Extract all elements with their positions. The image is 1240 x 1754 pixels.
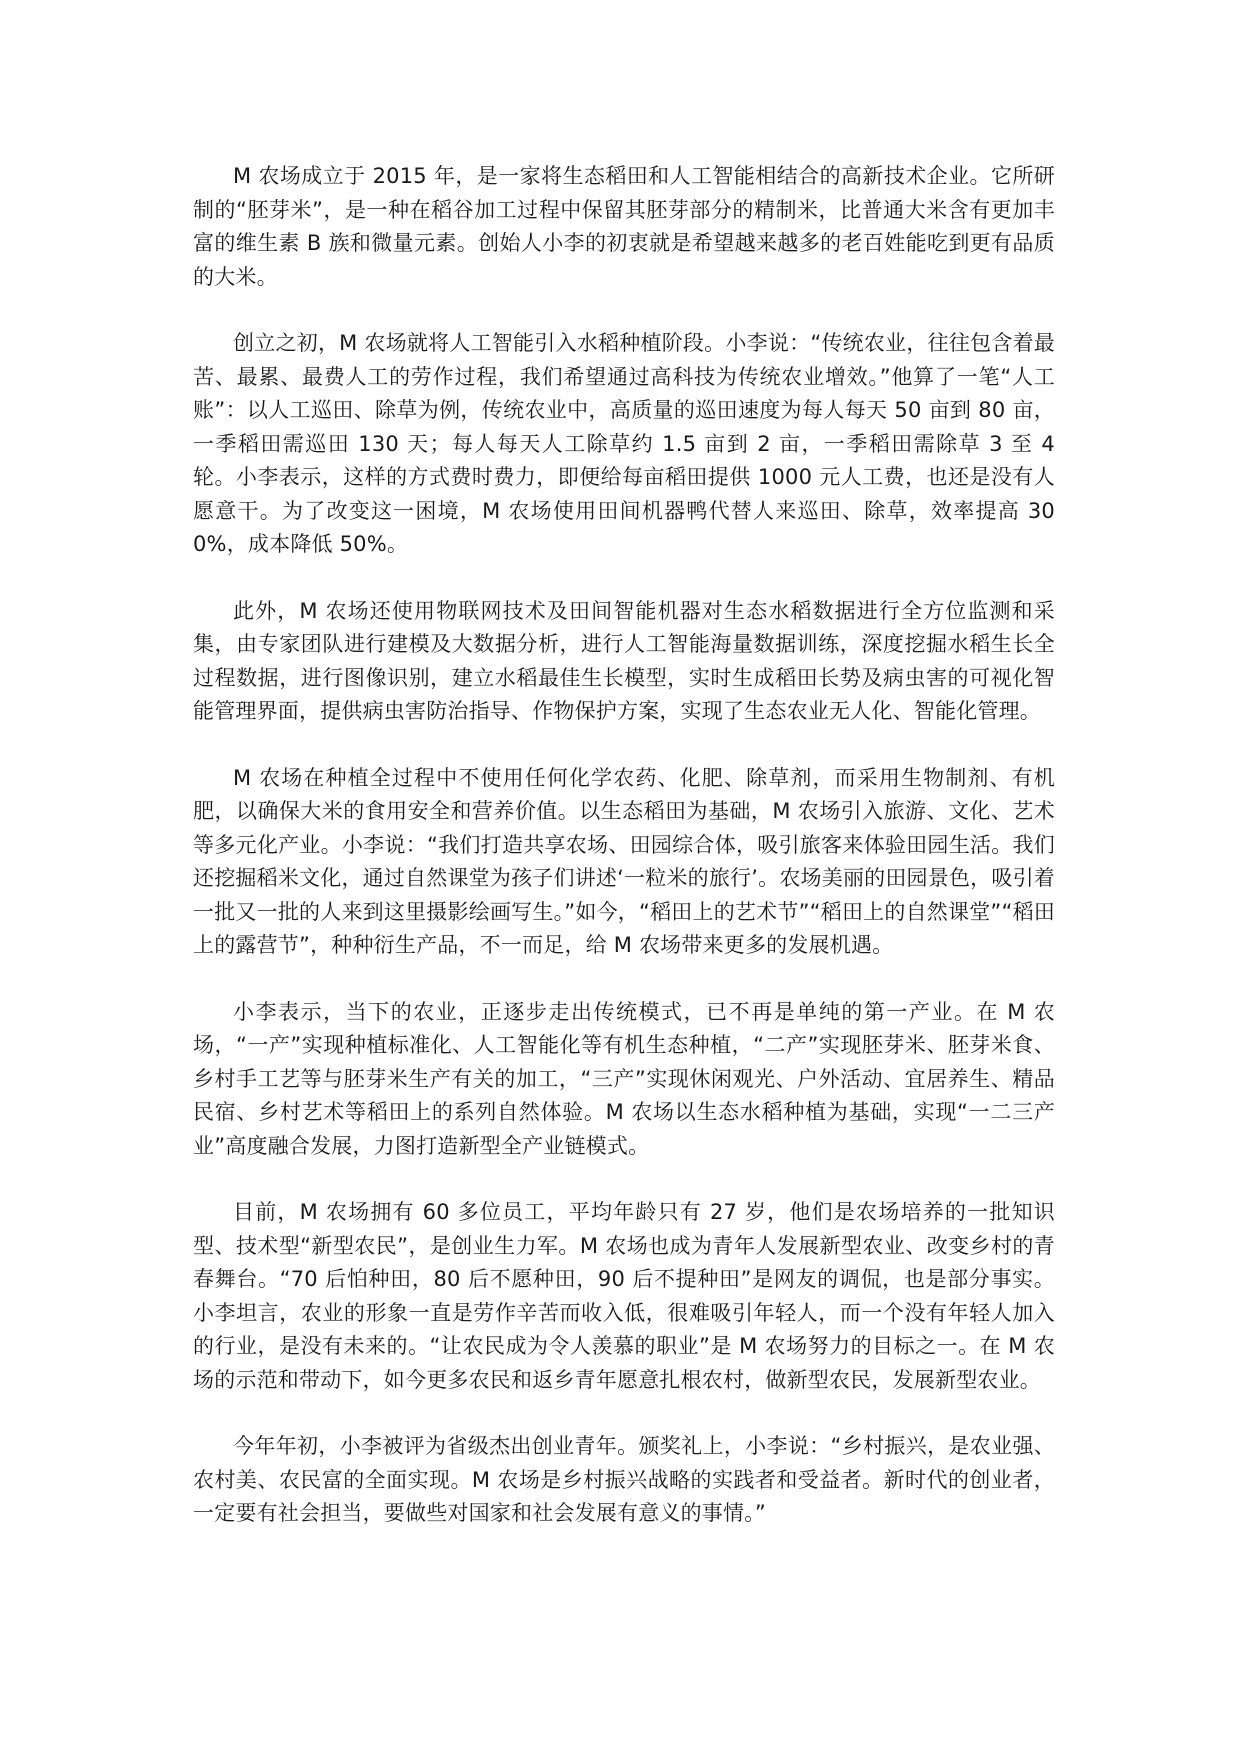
paragraph-7: 今年年初，小李被评为省级杰出创业青年。颁奖礼上，小李说：“乡村振兴，是农业强、农村美、农民富的全面实现。M 农场是乡村振兴战略的实践者和受益者。新时代的创业者，一定要有社会担当，要做些对国家和社会发展有意义的事情。” — [193, 1434, 1055, 1525]
paragraph-6: 目前，M 农场拥有 60 多位员工，平均年龄只有 27 岁，他们是农场培养的一批知识型、技术型“新型农民”，是创业生力军。M 农场也成为青年人发展新型农业、改变乡村的青春舞台。“70 后怕种田，80 后不愿种田，90 后不提种田”是网友的调侃，也是部分事实。小李坦言，农业的形象一直是劳作辛苦而收入低，很难吸引年轻人，而一个没有年轻人加入的行业，是没有未来的。“让农民成为令人羡慕的职业”是 M 农场努力的目标之一。在 M 农场的示范和带动下，如今更多农民和返乡青年愿意扎根农村，做新型农民，发展新型农业。 — [193, 1200, 1055, 1392]
paragraph-1: M 农场成立于 2015 年，是一家将生态稻田和人工智能相结合的高新技术企业。它所研制的“胚芽米”，是一种在稻谷加工过程中保留其胚芽部分的精制米，比普通大米含有更加丰富的维生素 B 族和微量元素。创始人小李的初衷就是希望越来越多的老百姓能吃到更有品质的大米。 — [193, 164, 1055, 289]
article-body — [193, 160, 1055, 1564]
paragraph-5: 小李表示，当下的农业，正逐步走出传统模式，已不再是单纯的第一产业。在 M 农场，“一产”实现种植标准化、人工智能化等有机生态种植，“二产”实现胚芽米、胚芽米食、乡村手工艺等与胚芽米生产有关的加工，“三产”实现休闲观光、户外活动、宜居养生、精品民宿、乡村艺术等稻田上的系列自然体验。M 农场以生态水稻种植为基础，实现“一二三产业”高度融合发展，力图打造新型全产业链模式。 — [193, 999, 1055, 1158]
paragraph-3: 此外，M 农场还使用物联网技术及田间智能机器对生态水稻数据进行全方位监测和采集，由专家团队进行建模及大数据分析，进行人工智能海量数据训练，深度挖掘水稻生长全过程数据，进行图像识别，建立水稻最佳生长模型，实时生成稻田长势及病虫害的可视化智能管理界面，提供病虫害防治指导、作物保护方案，实现了生态农业无人化、智能化管理。 — [193, 598, 1055, 723]
paragraph-2: 创立之初，M 农场就将人工智能引入水稻种植阶段。小李说：“传统农业，往往包含着最苦、最累、最费人工的劳作过程，我们希望通过高科技为传统农业增效。”他算了一笔“人工账”：以人工巡田、除草为例，传统农业中，高质量的巡田速度为每人每天 50 亩到 80 亩，一季稻田需巡田 130 天；每人每天人工除草约 1.5 亩到 2 亩，一季稻田需除草 3 至 4 轮。小李表示，这样的方式费时费力，即便给每亩稻田提供 1000 元人工费，也还是没有人愿意干。为了改变这一困境，M 农场使用田间机器鸭代替人来巡田、除草，效率提高 300%，成本降低 50%。 — [193, 331, 1055, 556]
paragraph-4: M 农场在种植全过程中不使用任何化学农药、化肥、除草剂，而采用生物制剂、有机肥，以确保大米的食用安全和营养价值。以生态稻田为基础，M 农场引入旅游、文化、艺术等多元化产业。小李说：“我们打造共享农场、田园综合体，吸引旅客来体验田园生活。我们还挖掘稻米文化，通过自然课堂为孩子们讲述‘一粒米的旅行’。农场美丽的田园景色，吸引着一批又一批的人来到这里摄影绘画写生。”如今，“稻田上的艺术节”“稻田上的自然课堂”“稻田上的露营节”，种种衍生产品，不一而足，给 M 农场带来更多的发展机遇。 — [193, 765, 1055, 957]
